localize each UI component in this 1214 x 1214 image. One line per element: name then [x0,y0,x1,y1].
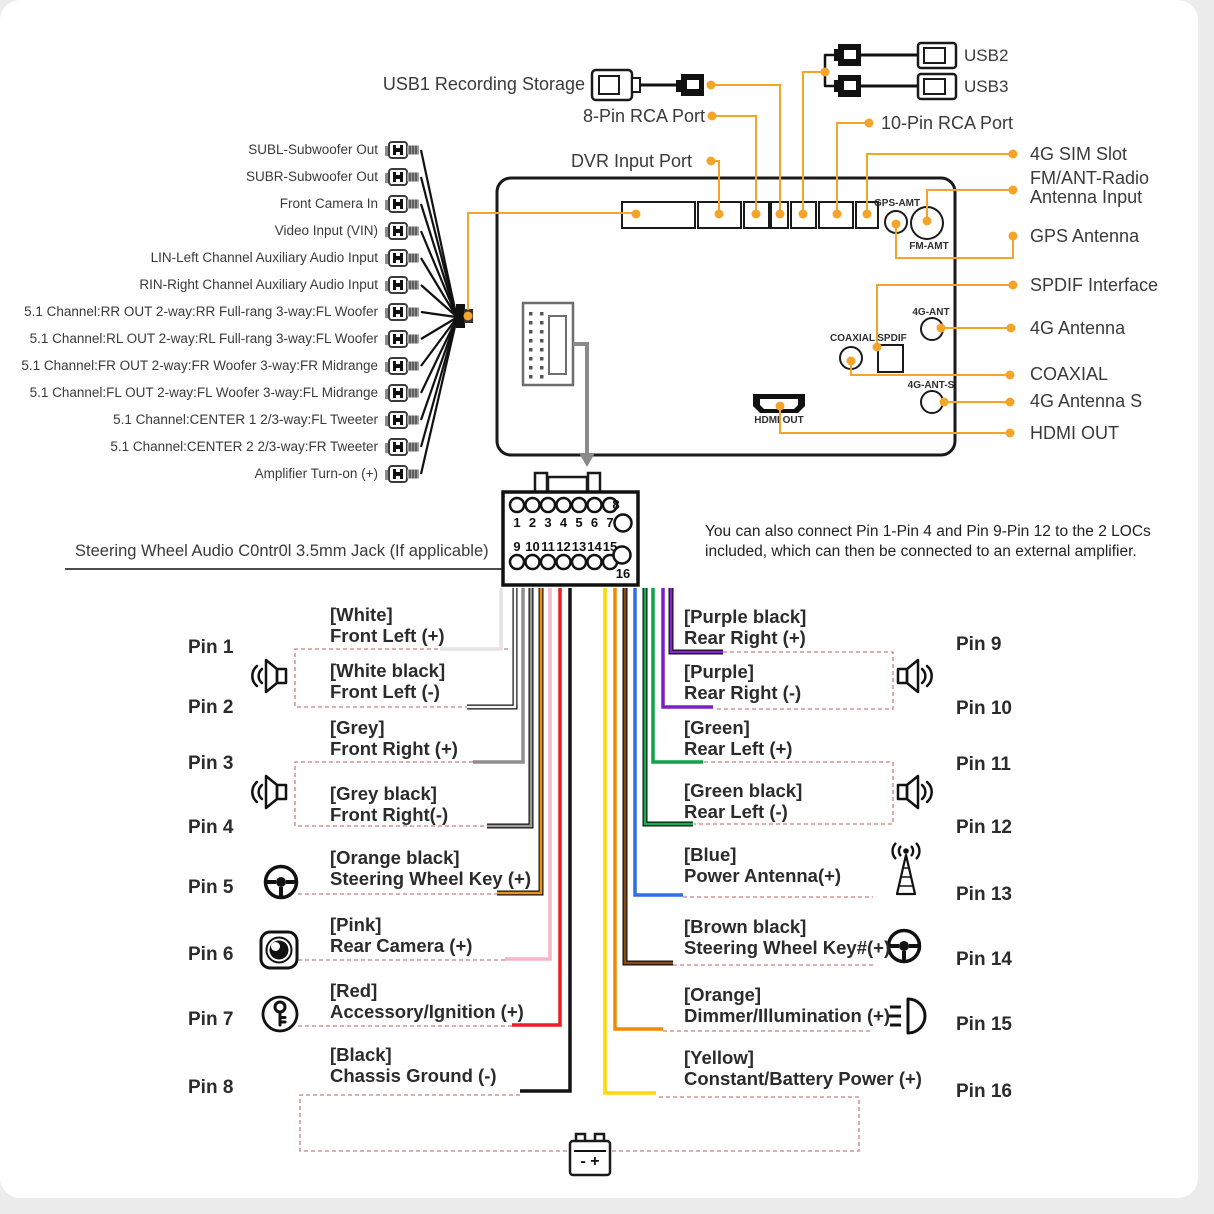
rca-plug-icons [385,142,419,482]
wire-color: [Grey] [330,717,385,738]
wire-function: Front Left (+) [330,625,445,646]
rca-output-label: 5.1 Channel:CENTER 1 2/3-way:FL Tweeter [113,412,378,427]
wire-function: Steering Wheel Key (+) [330,868,531,889]
wire-color: [Yellow] [684,1047,754,1068]
fm-ant-label-line2: Antenna Input [1030,187,1143,207]
head-unit-box [497,178,955,467]
wire-color: [White black] [330,660,446,681]
wire-color: [Green] [684,717,750,738]
pin-id-13: Pin 13 [956,884,1012,905]
wire-function: Front Left (-) [330,681,440,702]
wire-pin-8 [520,588,570,1091]
speaker-icon [898,776,932,808]
wire-color: [Orange black] [330,847,460,868]
pin-id-2: Pin 2 [188,697,234,718]
rca10-label: 10-Pin RCA Port [881,113,1014,133]
spdif-port-label: SPDIF [877,333,907,344]
headlight-icon [888,999,925,1033]
rca-output-label: 5.1 Channel:RL OUT 2-way:RL Full-rang 3-way:FL Woofer [29,331,378,346]
wire-function: Front Right (+) [330,738,458,759]
dvr-label: DVR Input Port [570,151,692,171]
wire-color: [Blue] [684,844,737,865]
wire-label-pin-14 [684,916,890,958]
svg-text:11: 11 [541,539,555,554]
note-line-1: You can also connect Pin 1-Pin 4 and Pin 9-Pin 12 to the 2 LOCs [705,523,1151,540]
coaxial-label: COAXIAL [1030,364,1109,384]
rca-pigtail-lines [421,150,456,474]
4g-ant-s-port-label: 4G-ANT-S [907,380,955,391]
svg-text:13: 13 [571,539,587,554]
wire-function: Steering Wheel Key#(+) [684,937,891,958]
svg-text:9: 9 [513,539,521,554]
wire-label-pin-4 [330,783,448,825]
wire-function: Rear Right (+) [684,627,806,648]
wire-color: [Black] [330,1044,392,1065]
pin-id-8: Pin 8 [188,1077,234,1098]
speaker-icon [252,660,286,692]
rca-output-label: 5.1 Channel:CENTER 2 2/3-way:FR Tweeter [110,439,378,454]
wire-color: [Orange] [684,984,762,1005]
wire-label-pin-3 [330,717,458,759]
wire-label-pin-1 [330,604,445,646]
harness-socket-icon [523,303,573,385]
svg-text:1: 1 [513,515,521,530]
usb3-label: USB3 [964,77,1009,96]
wire-function: Chassis Ground (-) [330,1065,497,1086]
svg-text:3: 3 [544,515,552,530]
swc-jack-label: Steering Wheel Audio C0ntr0l 3.5mm Jack (If applicable) [75,542,489,560]
wire-label-pin-13 [684,844,841,886]
pin-id-10: Pin 10 [956,698,1012,719]
usb1-label: USB1 Recording Storage [382,74,585,94]
wire-function: Power Antenna(+) [684,865,842,886]
pin-id-9: Pin 9 [956,634,1002,655]
svg-text:16: 16 [615,566,631,581]
pin-id-16: Pin 16 [956,1081,1012,1102]
rca-output-label: LIN-Left Channel Auxiliary Audio Input [150,250,378,265]
rca-output-label: 5.1 Channel:RR OUT 2-way:RR Full-rang 3-way:FL Woofer [24,304,378,319]
4g-antenna-label: 4G Antenna [1030,318,1126,338]
wire-label-pin-7 [330,980,524,1022]
usb2-usb3-connector-icon [825,43,956,99]
pin-id-6: Pin 6 [188,944,234,965]
pin-id-12: Pin 12 [956,817,1012,838]
speaker-icon [252,776,286,808]
svg-text:15: 15 [602,539,618,554]
16-pin-connector [503,473,638,585]
wire-color: [Purple] [684,661,754,682]
gps-amt-port-label: GPS-AMT [874,198,921,209]
wire-label-pin-9 [684,606,806,648]
fm-amt-port-label: FM-AMT [909,241,949,252]
pin-id-3: Pin 3 [188,753,234,774]
wire-label-pin-10 [684,661,801,703]
coaxial-port-label: COAXIAL [830,333,875,344]
wire-function: Front Right(-) [330,804,449,825]
svg-text:8: 8 [612,497,620,512]
svg-text:12: 12 [556,539,571,554]
usb1-connector-icon [592,70,704,100]
pin-id-1: Pin 1 [188,637,234,658]
note-line-2: included, which can then be connected to an external amplifier. [705,543,1137,560]
wire-color: [Grey black] [330,783,437,804]
4g-ant-port-label: 4G-ANT [912,307,950,318]
usb2-label: USB2 [964,46,1009,65]
pin-id-14: Pin 14 [956,949,1012,970]
hdmi-out-label: HDMI OUT [1030,423,1119,443]
ignition-key-icon [263,997,297,1031]
wire-function: Rear Camera (+) [330,935,473,956]
pin-id-4: Pin 4 [188,817,234,838]
svg-text:10: 10 [525,539,540,554]
wire-color: [White] [330,604,393,625]
gps-antenna-label: GPS Antenna [1030,226,1140,246]
rear-camera-icon [261,932,297,968]
power-antenna-icon [893,843,920,894]
rca-output-label: 5.1 Channel:FR OUT 2-way:FR Woofer 3-way:FR Midrange [21,358,378,373]
svg-text:14: 14 [587,539,602,554]
spdif-port [878,345,903,372]
battery-polarity-label: - + [580,1153,600,1170]
svg-text:4: 4 [559,515,568,530]
pin-id-11: Pin 11 [956,754,1011,775]
rca-output-label: 5.1 Channel:FL OUT 2-way:FL Woofer 3-way:FL Midrange [29,385,378,400]
svg-text:5: 5 [575,515,583,530]
rca-output-label: SUBR-Subwoofer Out [245,169,378,184]
rca-output-label: SUBL-Subwoofer Out [248,142,378,157]
speaker-icon [898,660,932,692]
wire-function: Rear Left (+) [684,738,793,759]
sim-slot-label: 4G SIM Slot [1030,144,1128,164]
wire-function: Rear Left (-) [684,801,788,822]
wire-pin-13 [635,588,683,895]
wire-function: Accessory/Ignition (+) [330,1001,524,1022]
wire-color: [Purple black] [684,606,807,627]
wire-function: Rear Right (-) [684,682,802,703]
pin-id-15: Pin 15 [956,1014,1012,1035]
wire-pin-16 [605,588,656,1093]
wire-color: [Green black] [684,780,803,801]
rca-output-label: Front Camera In [279,196,378,211]
rca8-label: 8-Pin RCA Port [582,106,705,126]
wire-color: [Red] [330,980,378,1001]
spdif-interface-label: SPDIF Interface [1030,275,1159,295]
rca-output-label: Amplifier Turn-on (+) [254,466,378,481]
4g-antenna-s-label: 4G Antenna S [1030,391,1143,411]
wire-label-pin-6 [330,914,472,956]
rca-output-label: RIN-Right Channel Auxiliary Audio Input [139,277,378,292]
svg-text:2: 2 [528,515,537,530]
wire-color: [Pink] [330,914,382,935]
rca-output-label: Video Input (VIN) [274,223,378,238]
hdmi-port-label: HDMI OUT [754,415,804,426]
steering-wheel-icon [889,931,920,962]
wire-function: Constant/Battery Power (+) [684,1068,922,1089]
wire-label-pin-15 [684,984,890,1026]
svg-text:6: 6 [590,515,599,530]
pin-id-7: Pin 7 [188,1009,234,1030]
pin-id-5: Pin 5 [188,877,234,898]
wire-color: [Brown black] [684,916,807,937]
wire-function: Dimmer/Illumination (+) [684,1005,891,1026]
wire-pin-14 [625,588,673,963]
wire-pin-1 [440,588,501,649]
wire-label-pin-12 [684,780,802,822]
fm-ant-label-line1: FM/ANT-Radio [1030,168,1150,188]
battery-icon [570,1134,610,1175]
wire-label-pin-2 [330,660,445,702]
wire-label-pin-8 [330,1044,497,1086]
wire-label-pin-5 [330,847,531,889]
wire-label-pin-11 [684,717,792,759]
svg-text:7: 7 [606,515,614,530]
wire-label-pin-16 [684,1047,922,1089]
steering-wheel-icon [266,867,297,898]
